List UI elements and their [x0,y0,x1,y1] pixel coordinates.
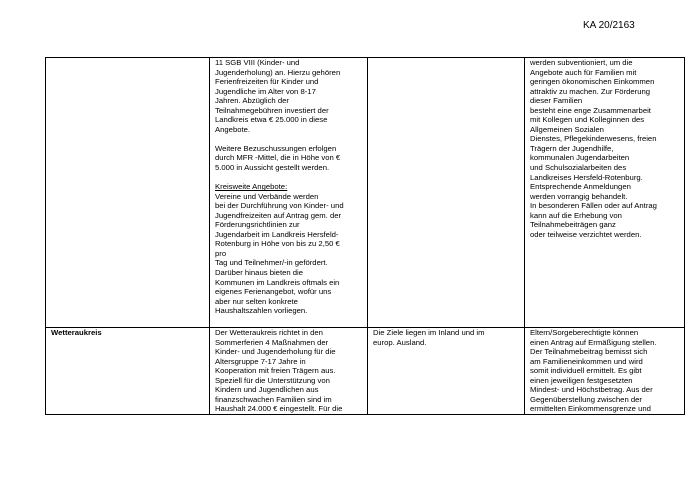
text-line: 11 SGB VIII (Kinder- und [215,58,300,67]
text-line: und Schulsozialarbeiten des [530,163,627,173]
text-line: somit individuell ermittelt. Es gibt [530,366,642,376]
text-line: pro [215,248,227,258]
text-line: mit Kollegen und Kolleginnen des [530,115,645,125]
text-line: attraktiv zu machen. Zur Förderung [530,86,651,96]
text-line: Mindest- und Höchstbetrag. Aus der [530,385,653,395]
text-line: Trägern der Jugendhilfe, [530,143,614,153]
goals-text [373,328,520,347]
text-line: einen Antrag auf Ermäßigung stellen. [530,337,657,347]
text-line: Jugendliche im Alter von 8-17 [215,86,316,96]
offers-text [215,328,363,414]
text-line: Vereine und Verbände werden [215,191,319,201]
text-line: Speziell für die Unterstützung von [215,375,330,385]
text-line: durch MFR -Mittel, die in Höhe von € [215,153,341,163]
table-row [46,58,685,328]
text-line: eigenes Ferienangebot, wofür uns [215,287,332,297]
offers-cell [210,58,368,328]
text-line: Jugendarbeit im Landkreis Hersfeld- [215,229,339,239]
document-id: KA 20/2163 [583,20,635,31]
text-line: 5.000 in Aussicht gestellt werden. [215,163,330,173]
goals-cell [368,58,525,328]
costs-cell [525,328,685,415]
text-line: ermittelten Einkommensgrenze und [530,404,651,414]
text-line: Haushaltszahlen vorliegen. [215,306,308,316]
text-line: In besonderen Fällen oder auf Antrag [530,201,657,211]
text-line: Jugenderholung) an. Hierzu gehören [215,67,341,77]
text-line: Entsprechende Anmeldungen [530,182,631,192]
text-line: Förderungsrichtlinien zur [215,220,300,230]
text-line: Tag und Teilnehmer/-in gefördert. [215,258,328,268]
text-line: Teilnahmebeiträgen ganz [530,220,616,230]
text-line: Kommunen im Landkreis oftmals ein [215,277,340,287]
text-line: Weitere Bezuschussungen erfolgen [215,143,337,153]
text-line: Rotenburg in Höhe von bis zu 2,50 € [215,239,340,249]
text-line: Altersgruppe 7-17 Jahre in [215,356,306,366]
text-line: Kooperation mit freien Trägern aus. [215,366,336,376]
text-line: Haushalt 24.000 € eingestellt. Für die [215,404,343,414]
text-line: Eltern/Sorgeberechtigte können [530,328,639,337]
text-line: Landkreises Hersfeld-Rotenburg. [530,172,643,182]
costs-text [530,328,680,414]
text-line: Der Teilnahmebeitrag bemisst sich [530,347,648,357]
costs-text [530,58,680,239]
text-line: kann auf die Erhebung von [530,210,622,220]
text-line: aber nur selten konkrete [215,296,298,306]
program-table [45,57,685,415]
text-line: Landkreis etwa € 25.000 in diese [215,115,328,125]
text-line: Angebote auch für Familien mit [530,67,637,77]
text-line: einen jeweiligen festgesetzten [530,375,633,385]
text-line: werden subventioniert, um die [530,58,633,67]
text-line: Kinder- und Jugenderholung für die [215,347,336,357]
text-line: finanzschwachen Familien sind im [215,394,332,404]
offers-paragraph [215,144,363,173]
text-line: Darüber hinaus bieten die [215,268,304,278]
text-line: dieser Familien [530,96,583,106]
region-cell [46,328,210,415]
text-line: Angebote. [215,124,251,134]
text-line: europ. Ausland. [373,337,427,347]
region-name: Wetteraukreis [51,328,102,337]
table-row [46,328,685,415]
offers-paragraph [215,58,363,134]
offers-cell [210,328,368,415]
county-offers-heading: Kreisweite Angebote: [215,182,288,192]
goals-cell [368,328,525,415]
text-line: Jahren. Abzüglich der [215,96,289,106]
text-line: Kindern und Jugendlichen aus [215,385,319,395]
text-line: Allgemeinen Sozialen [530,124,604,134]
text-line: Jugendfreizeiten auf Antrag gem. der [215,210,342,220]
region-cell [46,58,210,328]
costs-cell [525,58,685,328]
text-line: Die Ziele liegen im Inland und im [373,328,485,337]
text-line: bei der Durchführung von Kinder- und [215,201,344,211]
text-line: geringen ökonomischen Einkommen [530,77,655,87]
text-line: besteht eine enge Zusammenarbeit [530,105,651,115]
text-line: Teilnahmegebühren investiert der [215,105,329,115]
text-line: oder teilweise verzichtet werden. [530,229,642,239]
text-line: Dienstes, Pflegekinderwesens, freien [530,134,657,144]
text-line: am Familieneinkommen und wird [530,356,643,366]
offers-paragraph [215,192,363,316]
text-line: Gegenüberstellung zwischen der [530,394,642,404]
text-line: Ferienfreizeiten für Kinder und [215,77,319,87]
text-line: kommunalen Jugendarbeiten [530,153,630,163]
text-line: werden vorrangig behandelt. [530,191,628,201]
text-line: Sommerferien 4 Maßnahmen der [215,337,329,347]
text-line: Der Wetteraukreis richtet in den [215,328,323,337]
